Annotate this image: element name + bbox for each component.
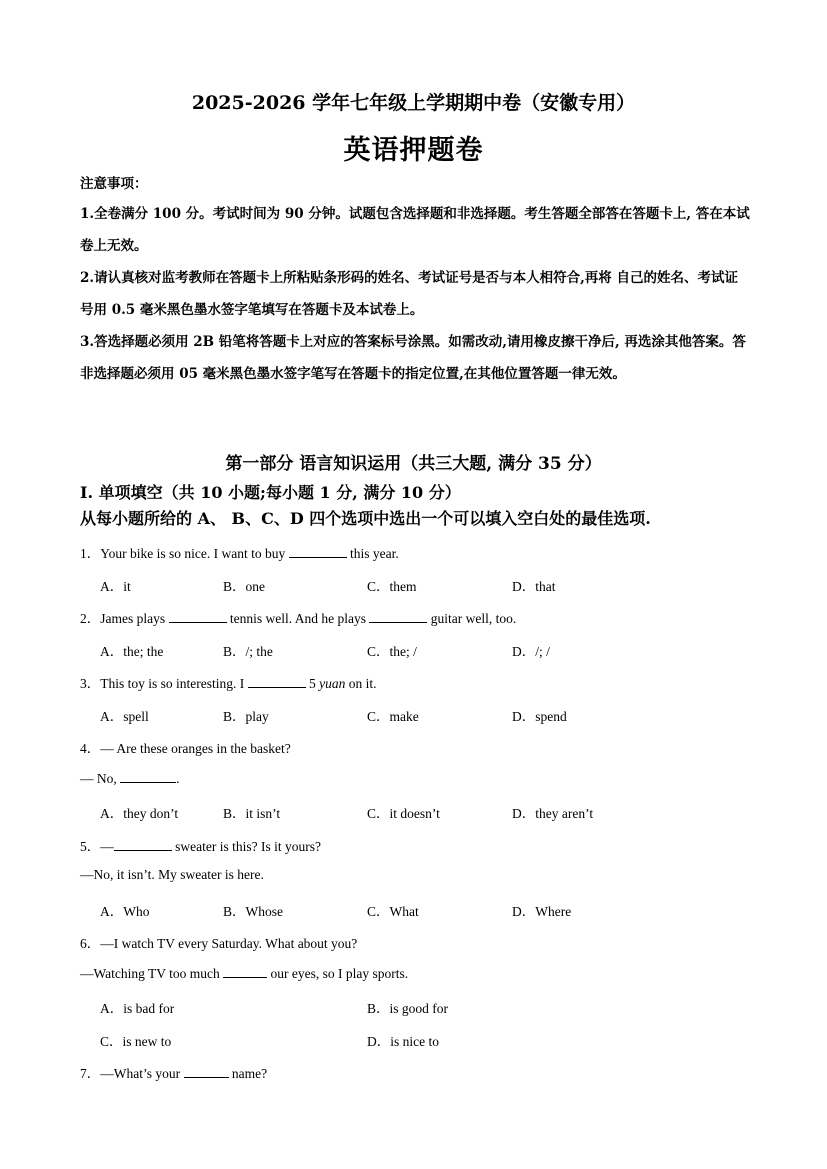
part-title: 第一部分 语言知识运用（共三大题, 满分 35 分）: [225, 454, 602, 474]
answer-blank: [223, 965, 267, 978]
q2-option-b: B．/; the: [223, 644, 273, 659]
q4-option-c: C．it doesn’t: [367, 806, 440, 821]
question-6-reply: —Watching TV too much our eyes, so I play sports.: [80, 966, 409, 981]
answer-blank: [120, 770, 176, 783]
answer-blank: [184, 1065, 229, 1078]
notice-heading: 注意事项：: [80, 176, 148, 192]
question-4: 4．— Are these oranges in the basket?: [80, 741, 291, 756]
notice-item-1: 1.全卷满分 100 分。考试时间为 90 分钟。试题包含选择题和非选择题。考生答题全部答在答题卡上, 答在本试卷上无效。: [80, 206, 750, 254]
notice-item-3: 3.答选择题必须用 2B 铅笔将答题卡上对应的答案标号涂黑。如需改动,请用橡皮擦干净后, 再选涂其他答案。答非选择题必须用 05 毫米黑色墨水签字笔写在答题卡的指定位置,在其他位置答题一律无效。: [80, 334, 746, 382]
question-3: 3．This toy is so interesting. I 5 yuan on it.: [80, 676, 377, 691]
q2-option-a: A．the; the: [100, 644, 164, 659]
q1-option-b: B．one: [223, 579, 265, 594]
q3-option-d: D．spend: [512, 709, 567, 724]
q1-option-a: A．it: [100, 579, 131, 594]
q3-option-b: B．play: [223, 709, 269, 724]
q5-option-b: B．Whose: [223, 904, 283, 919]
q6-option-c: C．is new to: [100, 1034, 172, 1049]
question-6: 6．—I watch TV every Saturday. What about you?: [80, 936, 358, 951]
q5-option-c: C．What: [367, 904, 419, 919]
q4-option-b: B．it isn’t: [223, 806, 281, 821]
answer-blank: [289, 545, 347, 558]
q6-option-a: A．is bad for: [100, 1001, 175, 1016]
answer-blank: [169, 610, 227, 623]
q3-option-c: C．make: [367, 709, 419, 724]
q4-option-a: A．they don’t: [100, 806, 179, 821]
question-4-reply: — No, .: [80, 771, 180, 786]
q6-option-d: D．is nice to: [367, 1034, 439, 1049]
q2-option-c: C．the; /: [367, 644, 417, 659]
answer-blank: [114, 838, 172, 851]
question-1: 1．Your bike is so nice. I want to buy this year.: [80, 546, 399, 561]
q1-option-d: D．that: [512, 579, 556, 594]
q3-option-a: A．spell: [100, 709, 149, 724]
notice-item-2: 2.请认真核对监考教师在答题卡上所粘贴条形码的姓名、考试证号是否与本人相符合,再将 自己的姓名、考试证号用 0.5 毫米黑色墨水签字笔填写在答题卡及本试卷上。: [80, 270, 738, 318]
section-instruction: 从每小题所给的 A、 B、C、D 四个选项中选出一个可以填入空白处的最佳选项.: [80, 509, 651, 528]
question-2: 2．James plays tennis well. And he plays guitar well, too.: [80, 611, 517, 626]
q4-option-d: D．they aren’t: [512, 806, 594, 821]
exam-subtitle: 英语押题卷: [343, 135, 484, 166]
q5-option-a: A．Who: [100, 904, 150, 919]
q1-option-c: C．them: [367, 579, 417, 594]
q6-option-b: B．is good for: [367, 1001, 448, 1016]
exam-title: 2025-2026 学年七年级上学期期中卷（安徽专用）: [191, 92, 636, 114]
q2-option-d: D．/; /: [512, 644, 550, 659]
section-heading: I. 单项填空（共 10 小题;每小题 1 分, 满分 10 分）: [80, 483, 461, 502]
answer-blank: [369, 610, 427, 623]
question-5: 5．— sweater is this? Is it yours?: [80, 839, 321, 854]
question-5-reply: —No, it isn’t. My sweater is here.: [80, 867, 264, 882]
q5-option-d: D．Where: [512, 904, 572, 919]
answer-blank: [248, 675, 306, 688]
question-7: 7．—What’s your name?: [80, 1066, 268, 1081]
